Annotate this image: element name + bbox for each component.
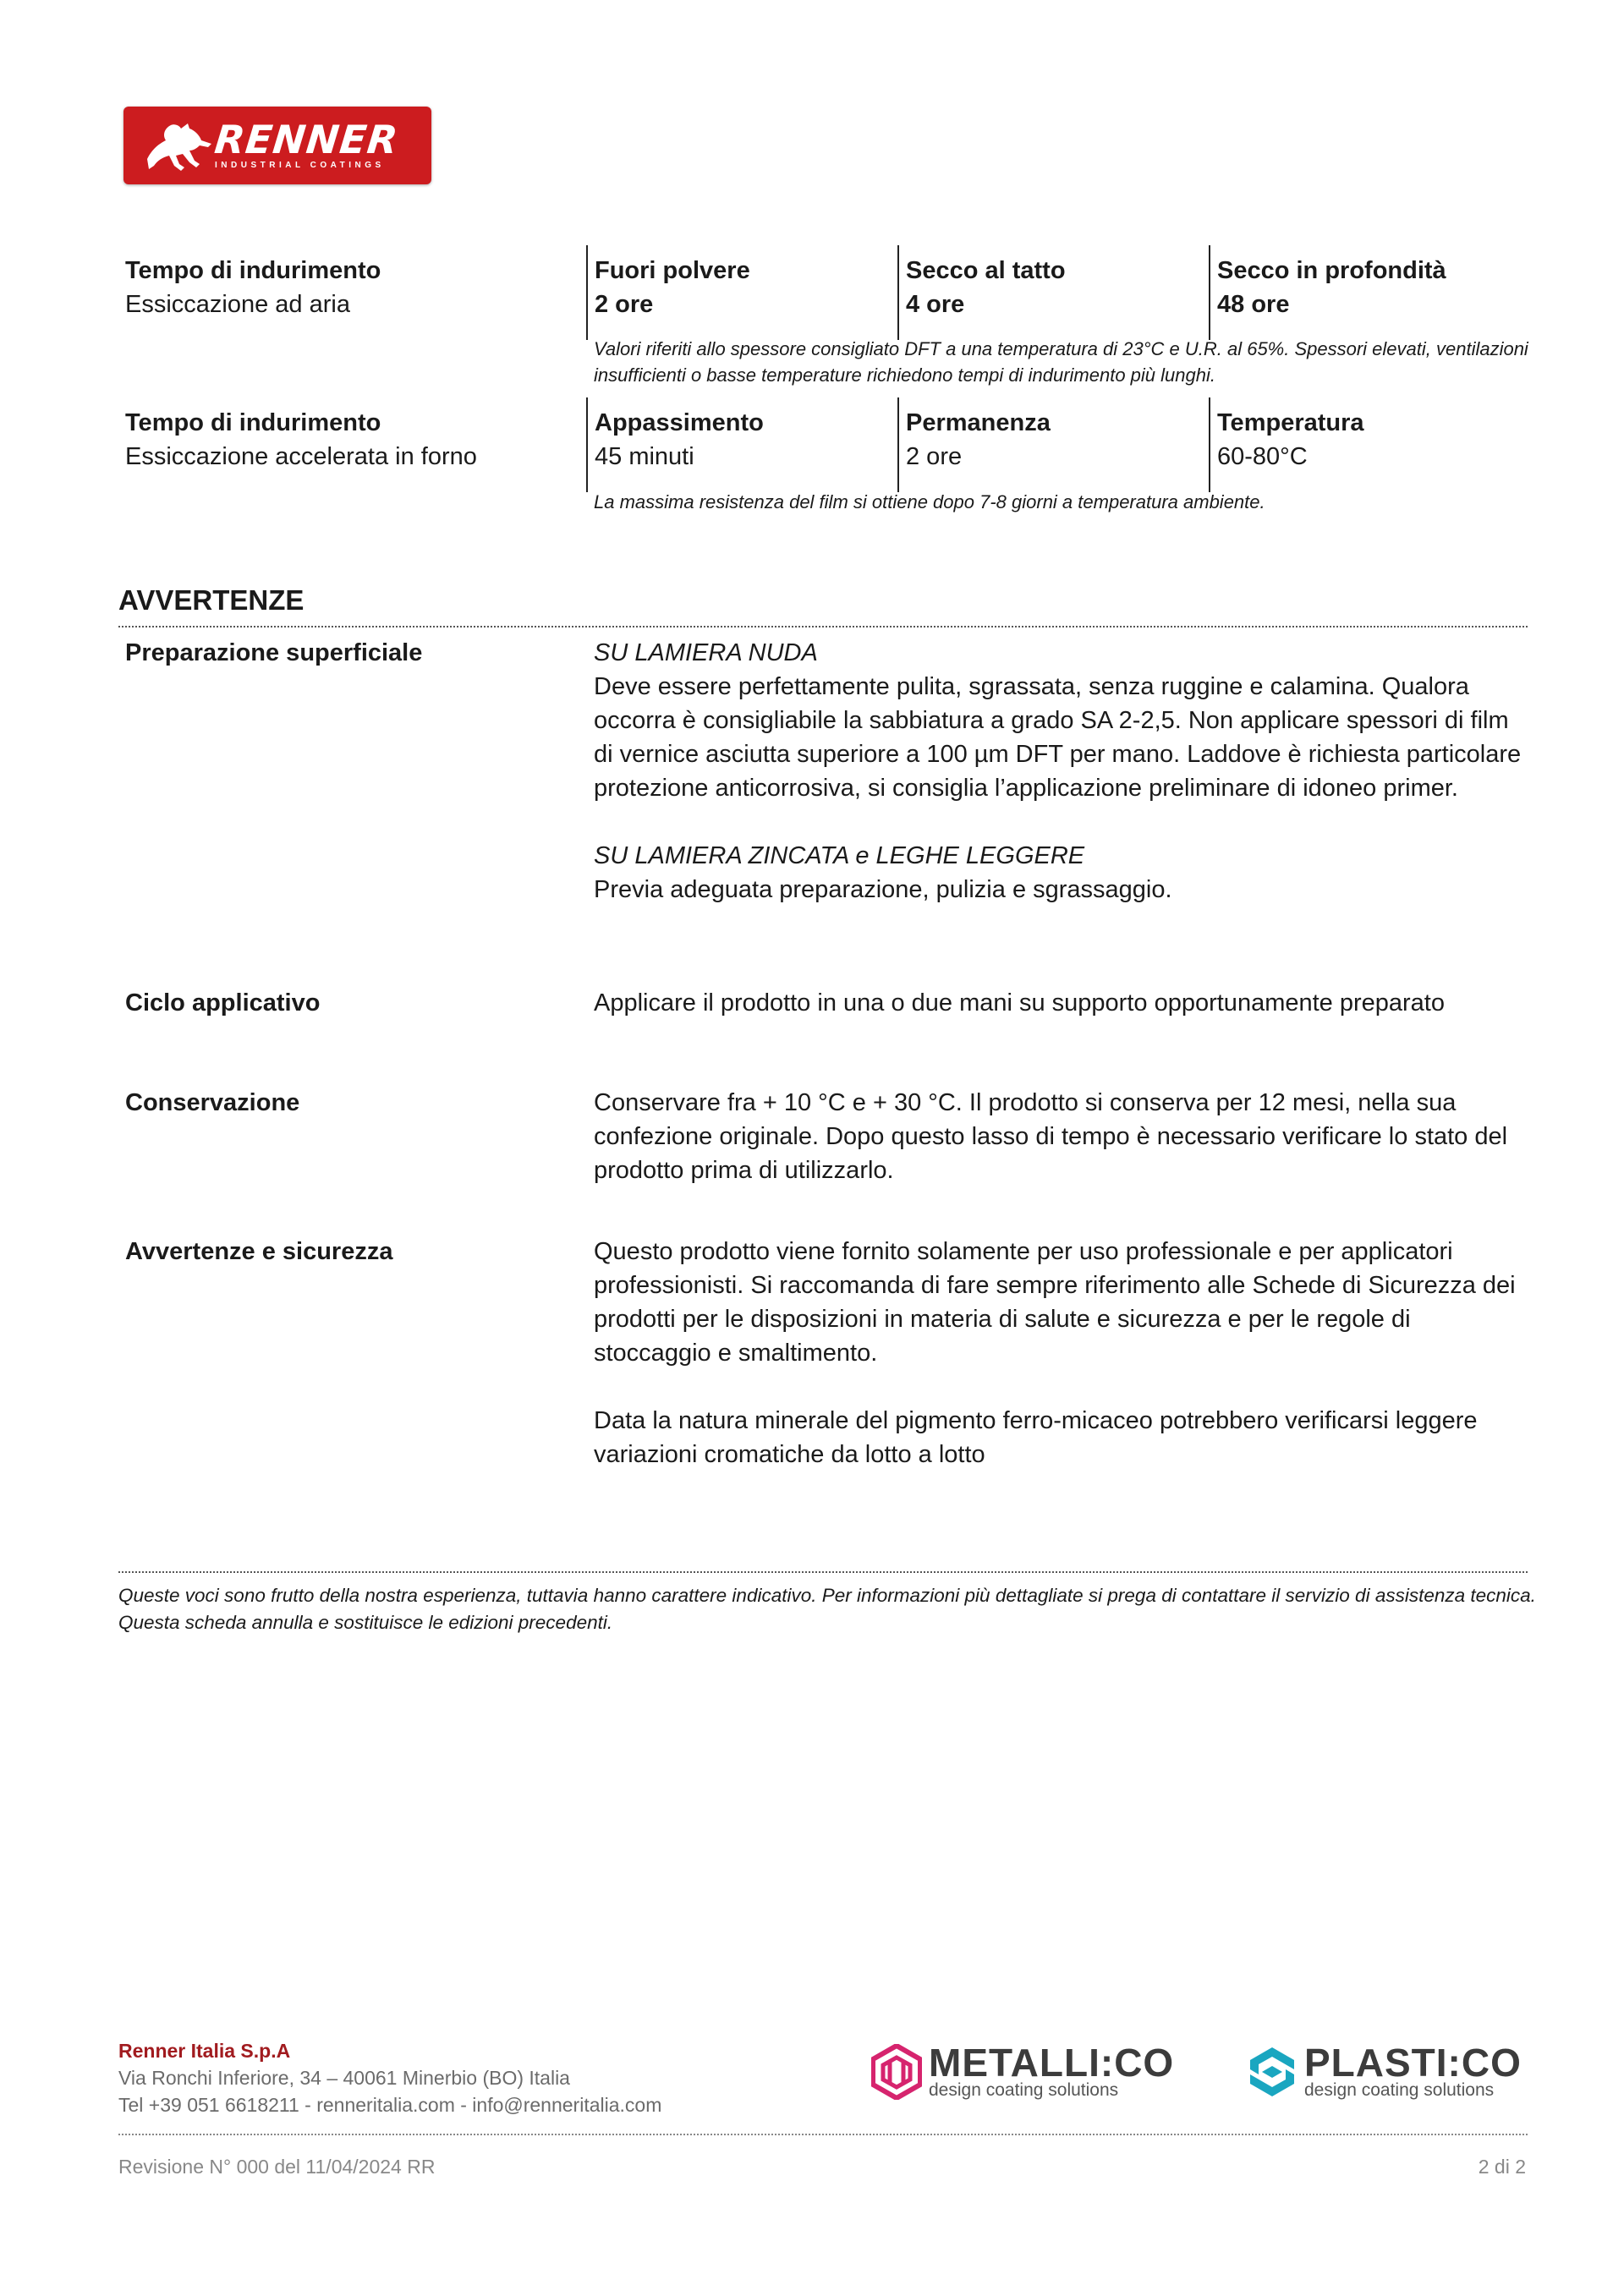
col-value: 60-80°C: [1217, 443, 1308, 470]
oven-dry-label-title: Tempo di indurimento: [125, 409, 381, 436]
col-header: Secco in profondità: [1217, 257, 1446, 284]
row-text: Conservare fra + 10 °C e + 30 °C. Il prodotto si conserva per 12 mesi, nella sua confezione originale. Dopo questo lasso di tempo è necessario verificare lo stato del prodotto prima di utilizzarlo.: [594, 1089, 1508, 1184]
plastico-name: PLASTI:CO: [1304, 2041, 1522, 2085]
col-header: Permanenza: [906, 409, 1051, 436]
galvanized-title: SU LAMIERA ZINCATA e LEGHE LEGGERE: [594, 842, 1085, 869]
oven-dry-col-2: [897, 397, 1210, 492]
metallico-name: METALLI:CO: [929, 2041, 1175, 2085]
metallico-logo: [871, 2041, 1175, 2100]
row-text: Applicare il prodotto in una o due mani su supporto opportunamente preparato: [594, 989, 1445, 1016]
company-name: Renner Italia S.p.A: [118, 2040, 291, 2062]
plastico-logo-icon: [1247, 2044, 1298, 2100]
row-label: Conservazione: [125, 1089, 300, 1116]
metallico-tagline: design coating solutions: [929, 2080, 1119, 2100]
brand-name: RENNER: [212, 117, 401, 162]
air-dry-col-3: [1209, 245, 1530, 340]
company-address: Via Ronchi Inferiore, 34 – 40061 Minerbio (BO) Italia: [118, 2067, 570, 2089]
metallico-logo-icon: [871, 2044, 922, 2100]
page-number: 2 di 2: [1478, 2156, 1526, 2178]
safety-text-2: Data la natura minerale del pigmento ferro-micaceo potrebbero verificarsi leggere variazioni cromatiche da lotto a lotto: [594, 1407, 1478, 1468]
oven-dry-label: [125, 406, 582, 474]
col-value: 2 ore: [906, 443, 963, 470]
col-header: Fuori polvere: [595, 257, 750, 284]
col-value: 45 minuti: [595, 443, 694, 470]
oven-dry-col-3: [1209, 397, 1530, 492]
oven-dry-col-1: [586, 397, 899, 492]
bare-sheet-text: Deve essere perfettamente pulita, sgrassata, senza ruggine e calamina. Qualora occorra è consigliabile la sabbiatura a grado SA 2-2,5. Non applicare spessori di film di vernice asciutta superiore a 100 µm DFT per mano. Laddove è richiesta particolare protezione anticorrosiva, si consiglia l’applicazione preliminare di idoneo primer.: [594, 673, 1522, 802]
row-label: Ciclo applicativo: [125, 989, 321, 1016]
bare-sheet-title: SU LAMIERA NUDA: [594, 639, 818, 666]
brand-subtitle: INDUSTRIAL COATINGS: [215, 161, 385, 170]
section-title-avvertenze: AVVERTENZE: [118, 584, 304, 616]
galvanized-text: Previa adeguata preparazione, pulizia e sgrassaggio.: [594, 876, 1172, 903]
col-value: 2 ore: [595, 291, 654, 318]
company-contacts: Tel +39 051 6618211 - renneritalia.com - info@renneritalia.com: [118, 2094, 662, 2116]
air-dry-col-1: [586, 245, 899, 340]
col-header: Secco al tatto: [906, 257, 1066, 284]
oven-dry-label-sub: Essiccazione accelerata in forno: [125, 443, 477, 470]
row-text: [594, 636, 1533, 907]
safety-text-1: Questo prodotto viene fornito solamente per uso professionale e per applicatori professionisti. Si raccomanda di fare sempre riferimento alle Schede di Sicurezza dei prodotti per le disposizioni in materia di salute e sicurezza e per le regole di stoccaggio e smaltimento.: [594, 1238, 1516, 1367]
air-dry-label-sub: Essiccazione ad aria: [125, 291, 350, 318]
plastico-tagline: design coating solutions: [1304, 2080, 1495, 2100]
row-text: [594, 1235, 1533, 1471]
horse-icon: [140, 115, 217, 176]
divider: [118, 2134, 1528, 2135]
row-label: Avvertenze e sicurezza: [125, 1238, 393, 1265]
oven-dry-note: La massima resistenza del film si ottiene dopo 7-8 giorni a temperatura ambiente.: [594, 491, 1265, 512]
company-info: [118, 2037, 661, 2118]
revision-info: Revisione N° 000 del 11/04/2024 RR: [118, 2156, 436, 2178]
renner-logo: [123, 107, 431, 184]
air-dry-label: [125, 254, 582, 321]
row-label: Preparazione superficiale: [125, 639, 423, 666]
divider: [118, 1571, 1528, 1573]
col-value: 48 ore: [1217, 291, 1290, 318]
air-dry-label-title: Tempo di indurimento: [125, 257, 381, 284]
plastico-logo: [1247, 2041, 1522, 2100]
divider: [118, 626, 1528, 627]
air-dry-note: Valori riferiti allo spessore consigliato DFT a una temperatura di 23°C e U.R. al 65%. Spessori elevati, ventilazioni insufficienti o basse temperature richiedono tempi di indurimento più lunghi.: [594, 338, 1528, 386]
disclaimer: Queste voci sono frutto della nostra esperienza, tuttavia hanno carattere indicativo. Per informazioni più dettagliate si prega di contattare il servizio di assistenza tecnica. Questa scheda annulla e sostituisce le edizioni precedenti.: [118, 1585, 1536, 1633]
col-header: Appassimento: [595, 409, 764, 436]
air-dry-col-2: [897, 245, 1210, 340]
col-value: 4 ore: [906, 291, 965, 318]
col-header: Temperatura: [1217, 409, 1364, 436]
